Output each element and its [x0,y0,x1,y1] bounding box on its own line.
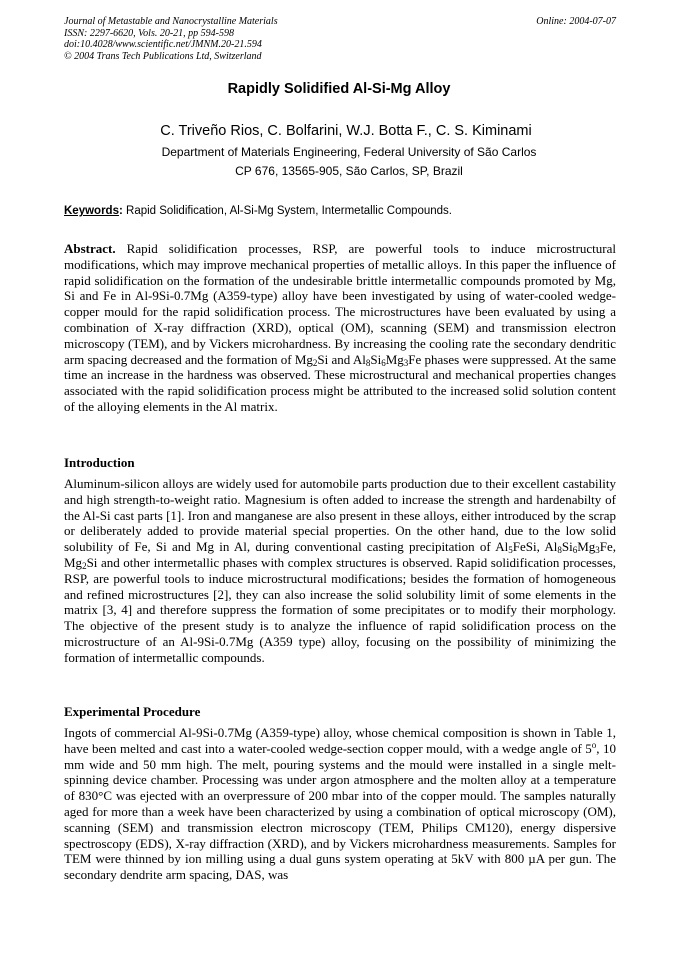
intro-text-4: Mg [577,539,596,555]
degree-superscript: o [591,739,597,750]
subscript: 6 [572,545,578,556]
introduction-paragraph [64,476,616,666]
keywords [64,205,616,217]
exp-text-2: , 10 mm wide and 50 mm high. The melt, pouring systems and the mould were installed in a single melt-spinning device chamber. Processing was under argon atmosphere and the molten alloy at a temperature of 830°C was ejected with an overpressure of 200 mbar into of the copper mould. The samples naturally aged for more than a week have been characterized by using a combination of optical microscopy (OM), scanning (SEM) and transmission electron microscopy (TEM, Philips CM120), energy dispersive spectroscopy (EDS), X-ray diffraction (XRD), and by Vickers microhardness measurements. Samples for TEM were thinned by ion milling using a dual guns system operating at 5kV with 800 µA per gun. The secondary dendrite arm spacing, DAS, was [64,740,617,883]
subscript: 5 [508,545,513,556]
subscript: 2 [312,357,318,368]
intro-text-6: Si and other intermetallic phases with complex structures is observed. Rapid solidification processes, RSP, are powerful tools to induce microstructural modifications; besides the formation of homogeneous and refined microstructures [2], they can also increase the solid solubility limit of some elements in the matrix [3, 4] and therefore suppress the formation of some precipitates or to modify their morphology. The objective of the present study is to analyze the influence of rapid solidification process on the microstructure of an Al-9Si-0.7Mg (A359 type) alloy, focusing on the possibility of minimizing the formation of intermetallic compounds. [64,554,616,665]
journal-issn: ISSN: 2297-6620, Vols. 20-21, pp 594-598 [64,27,234,39]
introduction-heading: Introduction [64,455,135,470]
subscript: 2 [82,560,87,571]
journal-doi: doi:10.4028/www.scientific.net/JMNM.20-21.594 [64,39,262,50]
intro-text-2: FeSi, Al [512,539,558,555]
subscript: 8 [365,357,371,368]
keywords-text: Rapid Solidification, Al-Si-Mg System, Intermetallic Compounds. [122,205,452,217]
abstract-text-2: Si and Al [317,351,366,367]
affiliation-line-2: CP 676, 13565-905, São Carlos, SP, Brazil [235,164,463,178]
abstract [64,241,616,415]
experimental-heading: Experimental Procedure [64,704,201,719]
subscript: 3 [403,357,409,368]
paper-title: Rapidly Solidified Al-Si-Mg Alloy [227,81,451,97]
intro-text-3: Si [561,539,573,555]
paper-authors: C. Triveño Rios, C. Bolfarini, W.J. Botta F., C. S. Kiminami [160,123,532,139]
subscript: 8 [557,545,562,556]
abstract-text-3: Si [370,351,382,367]
abstract-text-5: Fe phases were suppressed. At the same time an increase in the hardness was observed. These microstructural and mechanical properties changes associated with the rapid solidification process might be attributed to the increased solid solution content of the alloying elements in the Al matrix. [64,351,616,414]
keywords-label: Keywords [64,205,119,217]
exp-text-1: Ingots of commercial Al-9Si-0.7Mg (A359-type) alloy, whose chemical composition is shown in Table 1, have been melted and cast into a water-cooled wedge-section copper mould, with a wedge angle of 5 [64,725,616,756]
journal-header [64,16,616,62]
journal-name: Journal of Metastable and Nanocrystalline Materials [64,16,278,27]
abstract-lead: Abstract. [64,241,116,256]
subscript: 6 [381,357,386,368]
subscript: 3 [595,545,600,556]
keywords-colon: : [118,205,123,217]
abstract-text-4: Mg [385,351,404,367]
intro-text-5: Fe, Mg [64,539,617,570]
experimental-paragraph [64,725,616,883]
abstract-text-1: Rapid solidification processes, RSP, are powerful tools to induce microstructural modifications, which may improve mechanical properties of metallic alloys. In this paper the influence of rapid solidification on the formation of the undesirable brittle intermetallic compounds promoted by Mg, Si and Fe in Al-9Si-0.7Mg (A359-type) alloy have been investigated by using of water-cooled wedge-copper mould for the rapid solidification process. The microstructures have been evaluated by using a combination of X-ray diffraction (XRD), optical (OM), scanning (SEM) and transmission electron microscopy (TEM), and by Vickers microhardness. By increasing the cooling rate the secondary dendritic arm spacing decreased and the formation of Mg [64,241,616,367]
intro-text-1: Aluminum-silicon alloys are widely used for automobile parts production due to their excellent castability and high strength-to-weight ratio. Magnesium is often added to increase the strength and hardenabilty of the Al-Si cast parts [1]. Iron and manganese are also present in these alloys, either introduced by the scrap or deliberately added to provide material special properties. On the other hand, due to the low solid solubility of Fe, Si and Mg in Al, during conventional casting precipitation of Al [64,476,616,555]
journal-copyright: © 2004 Trans Tech Publications Ltd, Switzerland [64,50,262,62]
affiliation-line-1: Department of Materials Engineering, Federal University of São Carlos [161,145,537,159]
online-date: Online: 2004-07-07 [536,16,616,27]
